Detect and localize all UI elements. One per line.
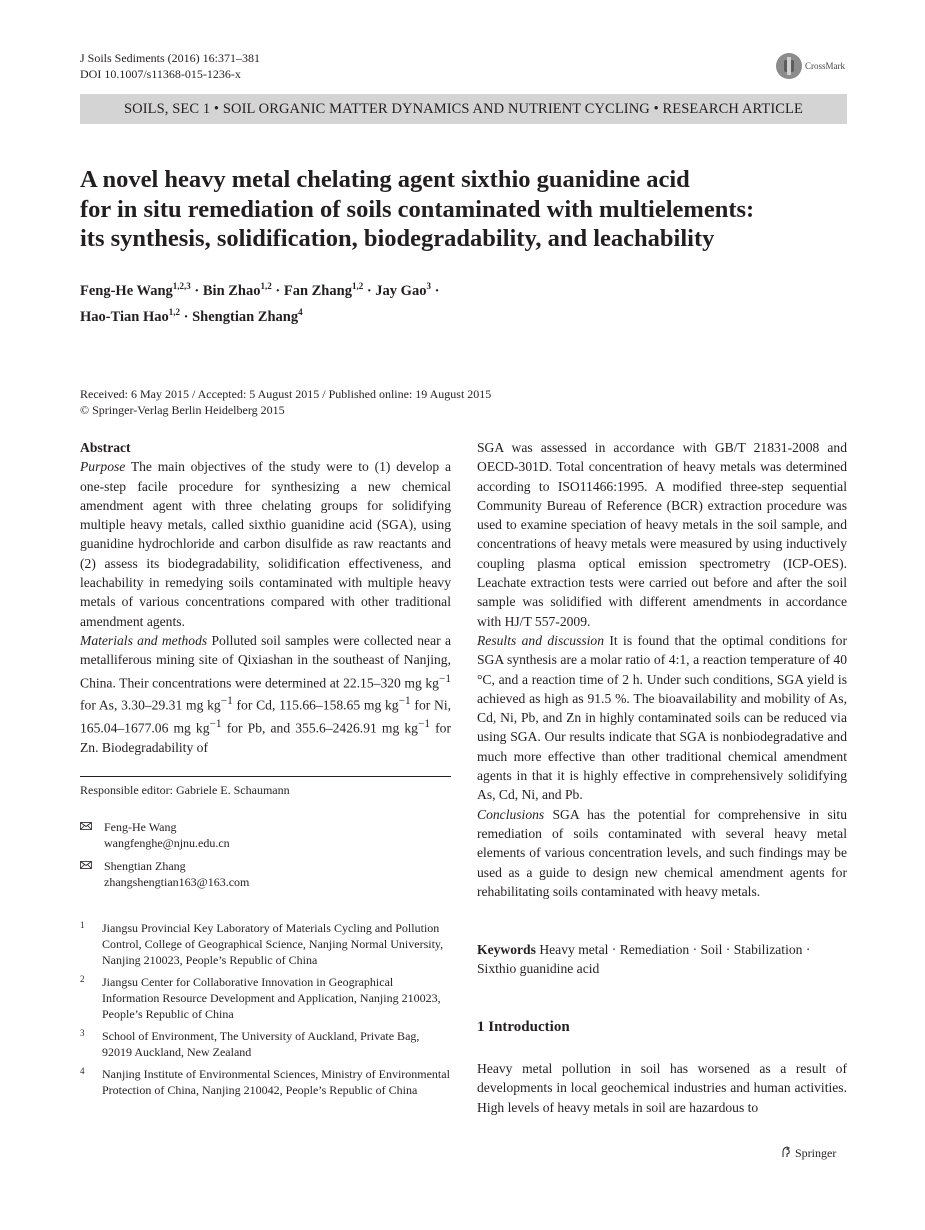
doi[interactable]: DOI 10.1007/s11368-015-1236-x (80, 67, 241, 81)
keywords (477, 940, 847, 979)
author-affiliation-mark: 1,2 (168, 307, 181, 317)
publisher-name: Springer (795, 1146, 837, 1160)
purpose-text: The main objectives of the study were to (1) develop a one-step facile procedure for synthesizing a new chemical amendment agent with three chelating groups for solidifying multiple heavy metals, called sixthio guanidine acid (SGA), using guanidine hydrochloride and carbon disulfide as raw reactants and (2) assess its biodegradability, solidification effectiveness, and leachability in remedying soils contaminated with multiple heavy metals of various concentrations compared with other traditional amendment agents. (80, 459, 452, 629)
methods-text: for As, 3.30–29.31 mg kg (80, 697, 221, 713)
section-heading: 1 Introduction (477, 1019, 570, 1035)
journal-header (80, 50, 260, 82)
abstract-results (477, 631, 847, 805)
crossmark-label: CrossMark (805, 61, 845, 71)
affiliation-number: 1 (80, 920, 85, 930)
affiliation-text: Jiangsu Provincial Key Laboratory of Materials Cycling and Pollution Control, College of Geographical Science, Nanjing Normal University, Nanjing 210023, People’s Republic of China (102, 921, 444, 967)
correspondent-email[interactable]: zhangshengtian163@163.com (104, 875, 250, 889)
abstract-conclusions (477, 805, 847, 901)
methods-text: for Pb, and 355.6–2426.91 mg kg (221, 720, 418, 736)
results-text: It is found that the optimal conditions for SGA synthesis are a molar ratio of 4:1, a reaction temperature of 40 °C, and a reaction time of 2 h. Under such conditions, SGA yield is achieved as high as 91.5 %. The bioavailability and mobility of As, Cd, Ni, Pb, and Zn in highly contaminated soils can be reduced via using SGA. Our results indicate that SGA is nonbiodegradative and much more effective than other traditional chemical amendment agents in that it is highly effective in comprehensively solidifying As, Cd, Ni, and Pb. (477, 632, 847, 803)
affiliation-text: Jiangsu Center for Collaborative Innovation in Geographical Information Resource Development and Application, Nanjing 210023, People’s Republic of China (102, 975, 441, 1021)
purpose-label: Purpose (80, 459, 126, 475)
title-line: for in situ remediation of soils contaminated with multielements: (80, 195, 755, 223)
author-name[interactable]: Jay Gao (375, 283, 427, 299)
unit-superscript: −1 (417, 718, 431, 731)
methods-text: for Zn. Biodegradability of (80, 720, 452, 756)
author-affiliation-mark: 3 (426, 281, 431, 291)
author-list: Feng-He Wang$^{1,2,3}$ · Bin Zhao$^{1,2}$ · Fan Zhang$^{1,2}$ · Jay Gao$^3$ · Hao-Tian Hao$^{1,2}$ · Shengtian Zhang$^4$ (80, 281, 440, 325)
author-affiliation-mark: 4 (298, 307, 303, 317)
correspondent-name: Feng-He Wang (104, 820, 177, 834)
abstract-right-column (477, 438, 847, 901)
unit-superscript: −1 (209, 718, 222, 731)
correspondent-1 (80, 819, 451, 851)
footnote-divider (80, 776, 451, 777)
title-line: its synthesis, solidification, biodegradability, and leachability (80, 225, 715, 252)
author-affiliation-mark: 1,2 (351, 281, 364, 291)
author-affiliation-mark: 1,2 (260, 281, 272, 291)
unit-superscript: −1 (220, 695, 233, 708)
affiliation-number: 4 (80, 1066, 85, 1076)
springer-horse-icon (781, 1146, 791, 1158)
article-title (80, 165, 850, 254)
abstract-methods (80, 631, 451, 757)
crossmark-icon (776, 53, 802, 79)
unit-superscript: −1 (398, 695, 411, 708)
copyright-line: © Springer-Verlag Berlin Heidelberg 2015 (80, 403, 285, 417)
affiliation-text: Nanjing Institute of Environmental Sciences, Ministry of Environmental Protection of China, Nanjing 210042, People’s Republic of China (102, 1067, 450, 1097)
methods-text: Polluted soil samples were collected near a metalliferous mining site of Qixiashan in the southeast of Nanjing, China. Their concentrations were determined at 22.15–320 mg kg (80, 632, 451, 691)
dates-line: Received: 6 May 2015 / Accepted: 5 August 2015 / Published online: 19 August 2015 (80, 387, 492, 401)
results-label: Results and discussion (477, 632, 605, 648)
affiliation (80, 920, 451, 970)
methods-text: for Cd, 115.66–158.65 mg kg (232, 697, 399, 713)
crossmark-badge[interactable] (776, 53, 848, 81)
affiliation-number: 3 (80, 1028, 85, 1038)
section-banner: SOILS, SEC 1 • SOIL ORGANIC MATTER DYNAMICS AND NUTRIENT CYCLING • RESEARCH ARTICLE (80, 94, 847, 124)
journal-citation: J Soils Sediments (2016) 16:371–381 (80, 51, 261, 65)
correspondent-name: Shengtian Zhang (104, 859, 186, 873)
correspondent-2 (80, 858, 451, 890)
author-name[interactable]: Feng-He Wang (80, 283, 173, 299)
conclusions-label: Conclusions (477, 806, 545, 822)
methods-continued: SGA was assessed in accordance with GB/T 21831-2008 and OECD-301D. Total concentration of heavy metals was determined according to ISO11466:1995. A modified three-step sequential Community Bureau of Reference (BCR) extraction procedure was used to examine speciation of heavy metals in the soil sample, and concentrations of heavy metals were measured by using inductively coupling plasma optical emission spectrometry (ICP-OES). Leachate extraction tests were carried out before and after the soil sample was solidified with different amendments in accordance with HJ/T 557-2009. (477, 440, 847, 629)
affiliation-number: 2 (80, 974, 85, 984)
affiliation (80, 1066, 451, 1116)
unit-superscript: −1 (438, 672, 451, 685)
affiliation (80, 1028, 451, 1062)
author-name[interactable]: Hao-Tian Hao (80, 309, 169, 325)
abstract-heading: Abstract (80, 440, 131, 455)
envelope-icon (80, 861, 92, 869)
keywords-text: Heavy metal · Remediation · Soil · Stabilization · Sixthio guanidine acid (477, 942, 811, 977)
conclusions-text: SGA has the potential for comprehensive in situ remediation of soils contaminated with several heavy metal elements of various concentration levels, and such findings may be used as a guide to design new chemical amendment agents for rehabilitating soils contaminated with heavy metals. (477, 806, 847, 899)
responsible-editor: Responsible editor: Gabriele E. Schaumann (80, 783, 290, 797)
title-line: A novel heavy metal chelating agent sixthio guanidine acid (80, 166, 690, 193)
publication-dates (80, 386, 580, 418)
publisher-logo (781, 1146, 836, 1161)
author-name[interactable]: Shengtian Zhang (192, 309, 299, 325)
abstract-left-column (80, 438, 451, 757)
author-name[interactable]: Fan Zhang (283, 283, 352, 299)
envelope-icon (80, 822, 92, 830)
correspondent-email[interactable]: wangfenghe@njnu.edu.cn (104, 836, 230, 850)
affiliation-text: School of Environment, The University of Auckland, Private Bag, 92019 Auckland, New Zealand (102, 1029, 420, 1059)
methods-text: for Ni, 165.04–1677.06 mg kg (80, 697, 451, 736)
author-name[interactable]: Bin Zhao (202, 283, 261, 299)
abstract-purpose (80, 457, 451, 631)
methods-label: Materials and methods (80, 632, 208, 648)
affiliation (80, 974, 451, 1024)
author-affiliation-mark: 1,2,3 (172, 281, 191, 291)
introduction-text: Heavy metal pollution in soil has worsened as a result of developments in local geochemical industries and human activities. High levels of heavy metals in soil are hazardous to (477, 1061, 847, 1115)
keywords-label: Keywords (477, 942, 536, 957)
